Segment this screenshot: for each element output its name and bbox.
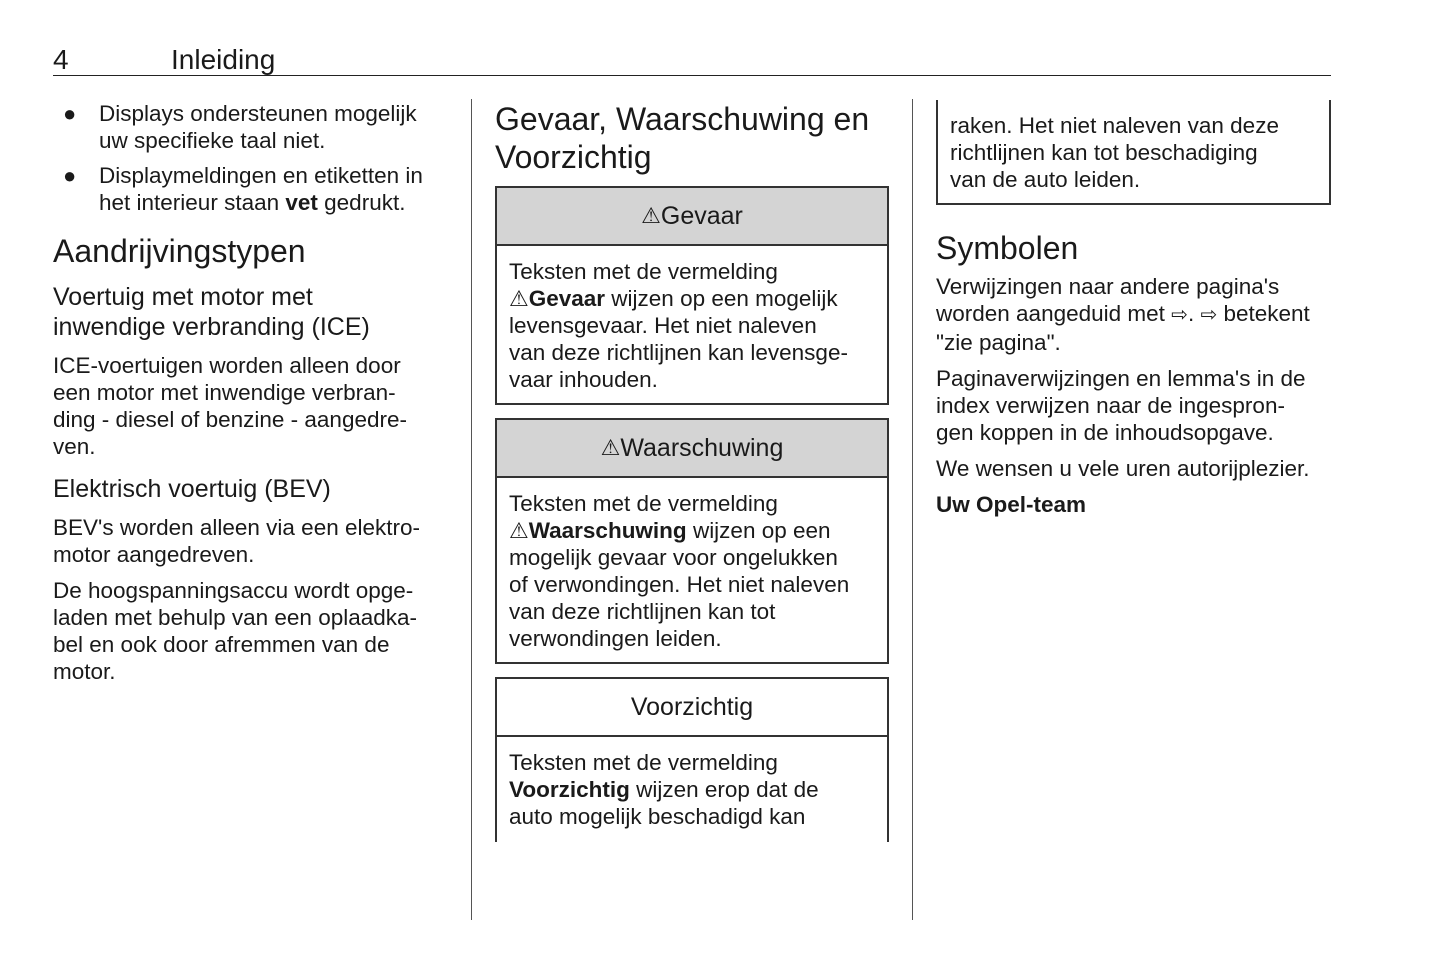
warning-triangle-icon: ⚠ xyxy=(641,203,661,228)
warning-triangle-icon: ⚠ xyxy=(509,518,529,543)
section-heading: Gevaar, Waarschuwing en Voorzichtig xyxy=(495,101,870,175)
danger-box-title: ⚠ Gevaar xyxy=(497,188,887,246)
page-reference-arrow-icon: ⇨ xyxy=(1171,304,1188,326)
warning-box xyxy=(495,418,889,664)
page-number: 4 xyxy=(53,44,69,75)
bullet-icon: ● xyxy=(63,101,77,126)
paragraph: Verwijzingen naar andere pagina's worden aangeduid met ⇨. ⇨ betekent "zie pagina". xyxy=(936,274,1310,355)
subsection-heading: Voertuig met motor met inwendige verbranding (ICE) xyxy=(53,283,370,341)
caution-box xyxy=(495,677,889,842)
list-item: ● Displays ondersteunen mogelijk uw specifieke taal niet. xyxy=(63,101,417,153)
column-divider xyxy=(912,99,913,920)
paragraph: Teksten met de vermelding ⚠Gevaar wijzen op een mogelijk levensgevaar. Het niet naleven van deze richtlijnen kan levensge- vaar inhouden. xyxy=(509,259,848,392)
list-item: ● Displaymeldingen en etiketten in het interieur staan vet gedrukt. xyxy=(63,163,423,215)
column-1 xyxy=(53,100,451,694)
bullet-icon: ● xyxy=(63,163,77,188)
caution-box-title: Voorzichtig xyxy=(497,679,887,737)
danger-box xyxy=(495,186,889,405)
paragraph: raken. Het niet naleven van deze richtlijnen kan tot beschadiging van de auto leiden. xyxy=(950,113,1279,192)
paragraph: We wensen u vele uren autorijplezier. xyxy=(936,456,1310,481)
bullet-list xyxy=(53,100,451,216)
warning-triangle-icon: ⚠ xyxy=(600,435,621,460)
paragraph: ICE-voertuigen worden alleen door een motor met inwendige verbran- ding - diesel of benzine - aangedre- ven. xyxy=(53,353,407,459)
paragraph: De hoogspanningsaccu wordt opge- laden met behulp van een oplaadka- bel en ook door afremmen van de motor. xyxy=(53,578,418,684)
paragraph: Paginaverwijzingen en lemma's in de index verwijzen naar de ingespron- gen koppen in de inhoudsopgave. xyxy=(936,366,1306,445)
page-reference-arrow-icon: ⇨ xyxy=(1200,304,1218,326)
subsection-heading: Elektrisch voertuig (BEV) xyxy=(53,475,331,503)
paragraph: Teksten met de vermelding ⚠Waarschuwing wijzen op een mogelijk gevaar voor ongelukken of verwondingen. Het niet naleven van deze richtlijnen kan tot verwondingen leiden. xyxy=(509,491,850,651)
column-divider xyxy=(471,99,472,920)
warning-triangle-icon: ⚠ xyxy=(509,286,529,311)
signature: Uw Opel-team xyxy=(936,492,1087,517)
paragraph: BEV's worden alleen via een elektro- motor aangedreven. xyxy=(53,515,420,567)
paragraph: Teksten met de vermelding Voorzichtig wijzen erop dat de auto mogelijk beschadigd kan xyxy=(509,750,819,829)
warning-box-title: ⚠ Waarschuwing xyxy=(497,420,887,478)
column-3 xyxy=(936,100,1331,527)
page-header xyxy=(53,42,1331,76)
caution-box-continued xyxy=(936,100,1331,205)
section-heading: Symbolen xyxy=(936,230,1079,266)
column-2 xyxy=(495,100,889,855)
chapter-title: Inleiding xyxy=(171,44,276,75)
section-heading: Aandrijvingstypen xyxy=(53,233,306,269)
